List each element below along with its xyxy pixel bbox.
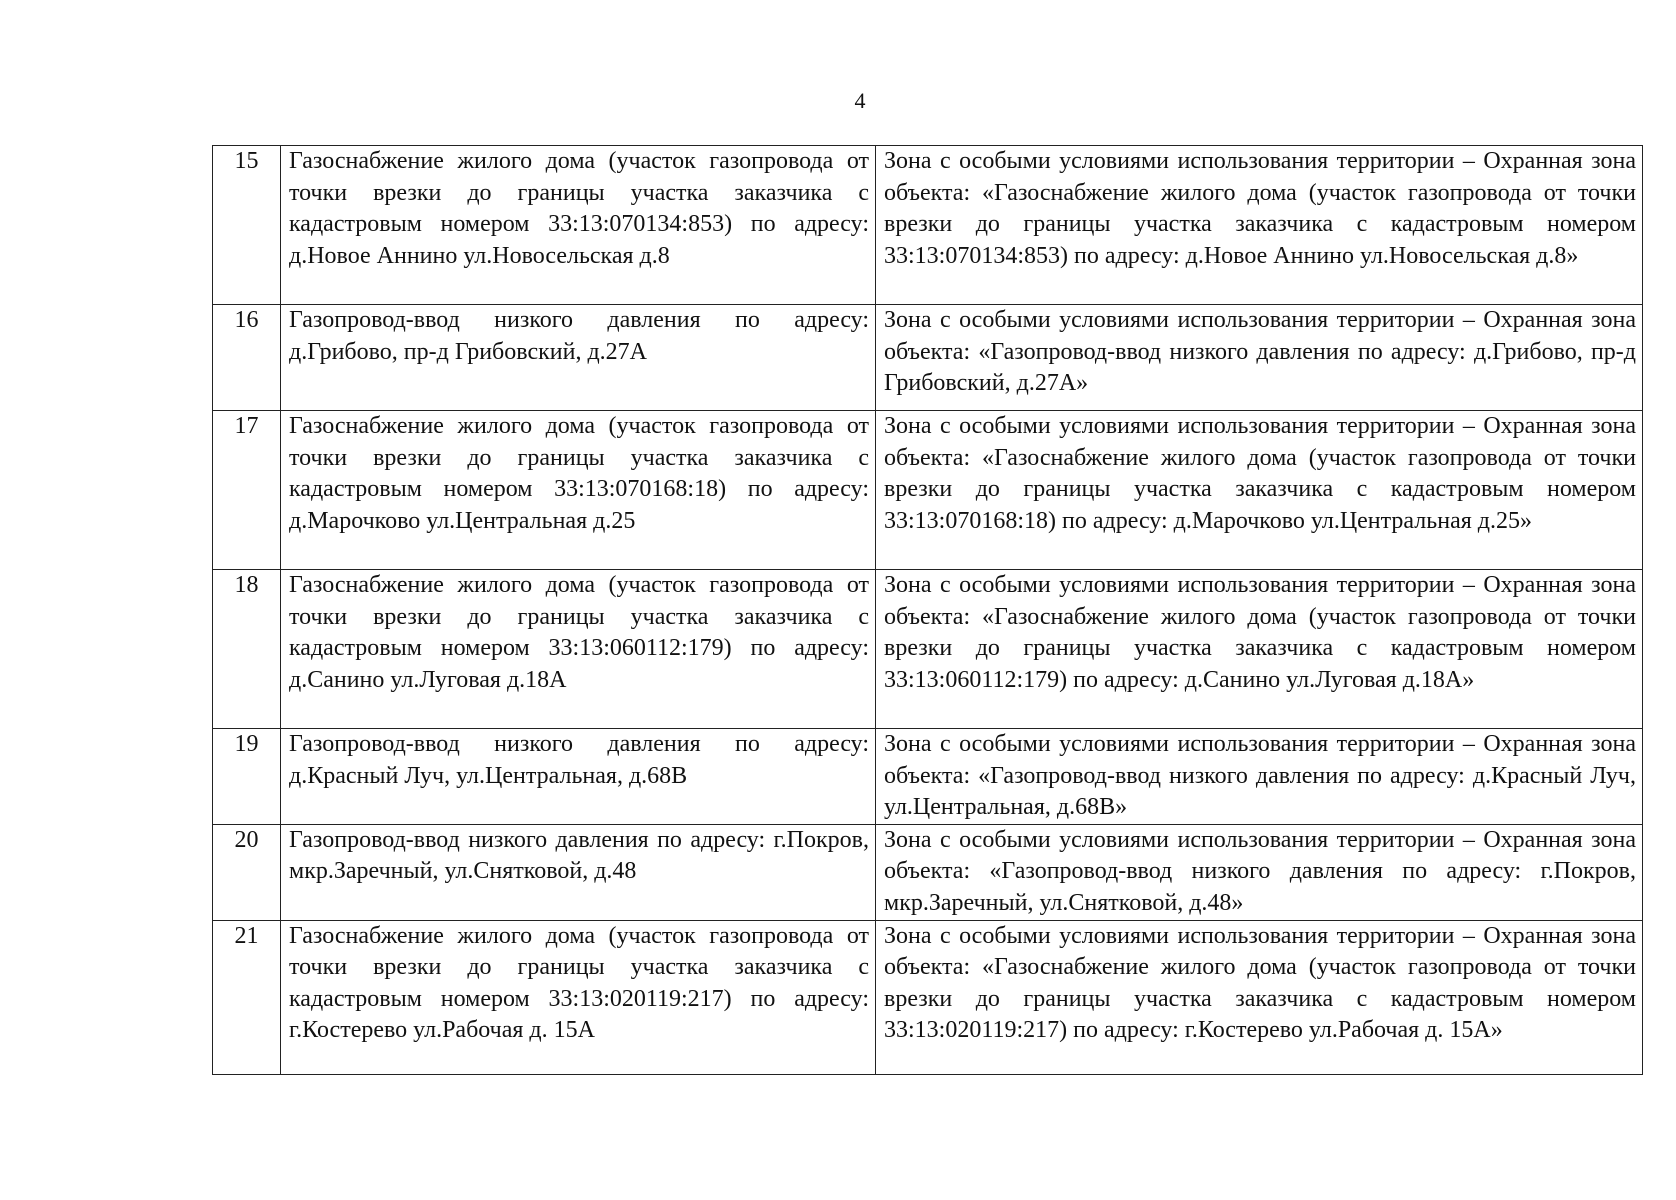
object-description: Газоснабжение жилого дома (участок газопровода от точки врезки до границы участка заказчика с кадастровым номером 33:13:020119:217) по адресу: г.Костерево ул.Рабочая д. 15А [281, 920, 876, 1074]
object-description: Газопровод-ввод низкого давления по адресу: д.Грибово, пр-д Грибовский, д.27А [281, 305, 876, 411]
zone-description: Зона с особыми условиями использования территории – Охранная зона объекта: «Газоснабжение жилого дома (участок газопровода от точки врезки до границы участка заказчика с кадастровым номером 33:13:060112:179) по адресу: д.Санино ул.Луговая д.18А» [876, 570, 1643, 729]
zone-description: Зона с особыми условиями использования территории – Охранная зона объекта: «Газопровод-ввод низкого давления по адресу: д.Грибово, пр-д Грибовский, д.27А» [876, 305, 1643, 411]
table-row [213, 920, 1643, 1074]
page-number: 4 [854, 88, 866, 113]
table-row [213, 411, 1643, 570]
row-number: 15 [213, 146, 281, 305]
zone-description: Зона с особыми условиями использования территории – Охранная зона объекта: «Газоснабжение жилого дома (участок газопровода от точки врезки до границы участка заказчика с кадастровым номером 33:13:020119:217) по адресу: г.Костерево ул.Рабочая д. 15А» [876, 920, 1643, 1074]
zone-description: Зона с особыми условиями использования территории – Охранная зона объекта: «Газопровод-ввод низкого давления по адресу: г.Покров, мкр.Заречный, ул.Снятковой, д.48» [876, 824, 1643, 920]
object-description: Газопровод-ввод низкого давления по адресу: д.Красный Луч, ул.Центральная, д.68В [281, 729, 876, 825]
table-row [213, 729, 1643, 825]
row-number: 21 [213, 920, 281, 1074]
row-number: 19 [213, 729, 281, 825]
row-number: 18 [213, 570, 281, 729]
zone-description: Зона с особыми условиями использования территории – Охранная зона объекта: «Газопровод-ввод низкого давления по адресу: д.Красный Луч, ул.Центральная, д.68В» [876, 729, 1643, 825]
table-row [213, 824, 1643, 920]
object-description: Газоснабжение жилого дома (участок газопровода от точки врезки до границы участка заказчика с кадастровым номером 33:13:070168:18) по адресу: д.Марочково ул.Центральная д.25 [281, 411, 876, 570]
zone-description: Зона с особыми условиями использования территории – Охранная зона объекта: «Газоснабжение жилого дома (участок газопровода от точки врезки до границы участка заказчика с кадастровым номером 33:13:070134:853) по адресу: д.Новое Аннино ул.Новосельская д.8» [876, 146, 1643, 305]
table-row [213, 305, 1643, 411]
zone-description: Зона с особыми условиями использования территории – Охранная зона объекта: «Газоснабжение жилого дома (участок газопровода от точки врезки до границы участка заказчика с кадастровым номером 33:13:070168:18) по адресу: д.Марочково ул.Центральная д.25» [876, 411, 1643, 570]
row-number: 17 [213, 411, 281, 570]
table-row [213, 146, 1643, 305]
table-row [213, 570, 1643, 729]
row-number: 16 [213, 305, 281, 411]
row-number: 20 [213, 824, 281, 920]
zones-table [212, 145, 1643, 1075]
object-description: Газопровод-ввод низкого давления по адресу: г.Покров, мкр.Заречный, ул.Снятковой, д.48 [281, 824, 876, 920]
object-description: Газоснабжение жилого дома (участок газопровода от точки врезки до границы участка заказчика с кадастровым номером 33:13:070134:853) по адресу: д.Новое Аннино ул.Новосельская д.8 [281, 146, 876, 305]
object-description: Газоснабжение жилого дома (участок газопровода от точки врезки до границы участка заказчика с кадастровым номером 33:13:060112:179) по адресу: д.Санино ул.Луговая д.18А [281, 570, 876, 729]
